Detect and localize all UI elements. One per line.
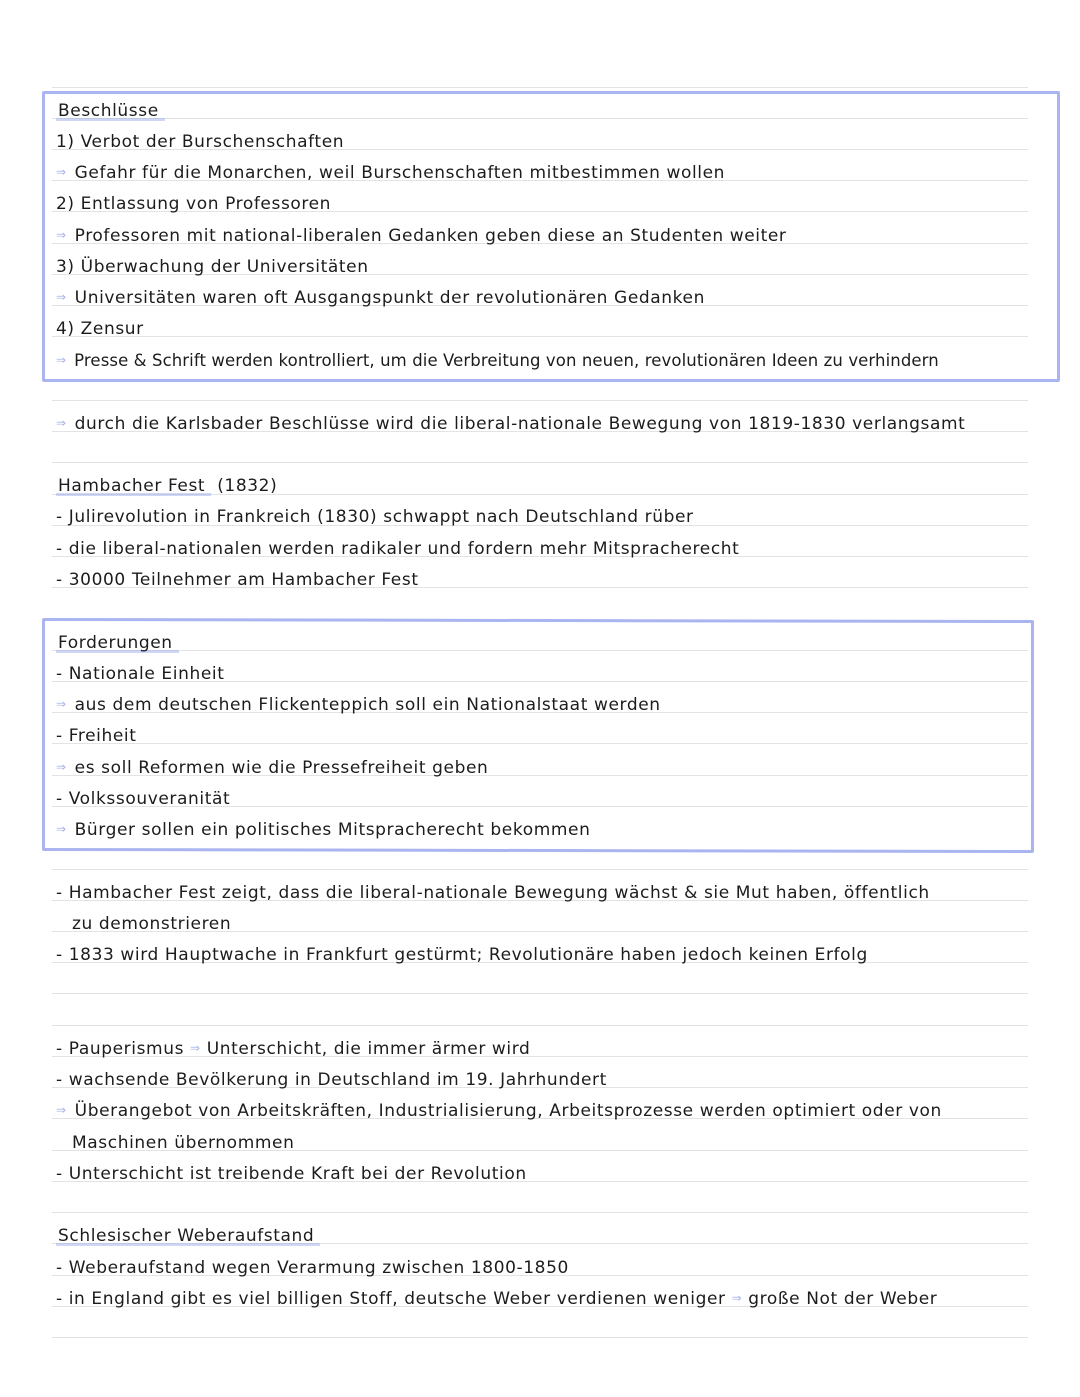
beschluesse-heading: Beschlüsse — [56, 96, 165, 127]
ruled-line — [52, 993, 1028, 994]
beschluss-2-note: ⇒ Professoren mit national-liberalen Gedanken geben diese an Studenten weiter — [56, 226, 787, 246]
pauperism-driver: - Unterschicht ist treibende Kraft bei der Revolution — [56, 1164, 527, 1184]
pauperism-growth: - wachsende Bevölkerung in Deutschland im 19. Jahrhundert — [56, 1070, 607, 1090]
weavers-heading: Schlesischer Weberaufstand — [56, 1221, 320, 1252]
beschluss-3-note: ⇒ Universitäten waren oft Ausgangspunkt der revolutionären Gedanken — [56, 288, 705, 308]
arrow-icon: ⇒ — [56, 760, 67, 774]
aftermath-line-cont: zu demonstrieren — [72, 914, 232, 934]
aftermath-line: - 1833 wird Hauptwache in Frankfurt gestürmt; Revolutionäre haben jedoch keinen Erfolg — [56, 945, 868, 965]
beschluss-4-note: ⇒ Presse & Schrift werden kontrolliert, um die Verbreitung von neuen, revolutionären Ideen zu verhindern — [56, 351, 939, 370]
pauperism-consequence-cont: Maschinen übernommen — [72, 1133, 295, 1153]
demand-2-note: ⇒ es soll Reformen wie die Pressefreiheit geben — [56, 758, 489, 778]
arrow-icon: ⇒ — [190, 1041, 201, 1055]
beschluss-2: 2) Entlassung von Professoren — [56, 194, 332, 214]
weavers-point: - in England gibt es viel billigen Stoff, deutsche Weber verdienen weniger ⇒ große Not der Weber — [56, 1289, 938, 1309]
arrow-icon: ⇒ — [56, 1103, 67, 1117]
demand-3-note: ⇒ Bürger sollen ein politisches Mitspracherecht bekommen — [56, 820, 591, 840]
ruled-line — [52, 87, 1028, 88]
ruled-line — [52, 462, 1028, 463]
weavers-point: - Weberaufstand wegen Verarmung zwischen 1800-1850 — [56, 1258, 569, 1278]
karlsbad-result: ⇒ durch die Karlsbader Beschlüsse wird die liberal-nationale Bewegung von 1819-1830 verlangsamt — [56, 414, 966, 434]
arrow-icon: ⇒ — [56, 228, 67, 242]
demand-1: - Nationale Einheit — [56, 664, 225, 684]
ruled-line — [52, 400, 1028, 401]
arrow-icon: ⇒ — [56, 290, 67, 304]
forderungen-heading: Forderungen — [56, 628, 179, 659]
ruled-line — [52, 1212, 1028, 1213]
demand-3: - Volkssouveranität — [56, 789, 231, 809]
arrow-icon: ⇒ — [731, 1291, 743, 1305]
pauperism-definition: - Pauperismus ⇒ Unterschicht, die immer ärmer wird — [56, 1039, 531, 1059]
arrow-icon: ⇒ — [56, 822, 67, 836]
beschluss-4: 4) Zensur — [56, 319, 144, 339]
arrow-icon: ⇒ — [56, 353, 67, 367]
hambach-point: - 30000 Teilnehmer am Hambacher Fest — [56, 570, 419, 590]
ruled-line — [52, 1337, 1028, 1338]
ruled-line — [52, 869, 1028, 870]
beschluss-3: 3) Überwachung der Universitäten — [56, 257, 369, 277]
arrow-icon: ⇒ — [56, 165, 67, 179]
beschluss-1-note: ⇒ Gefahr für die Monarchen, weil Burschenschaften mitbestimmen wollen — [56, 163, 726, 183]
hambach-heading: Hambacher Fest (1832) — [58, 476, 278, 496]
demand-1-note: ⇒ aus dem deutschen Flickenteppich soll ein Nationalstaat werden — [56, 695, 661, 715]
hambach-point: - Julirevolution in Frankreich (1830) schwappt nach Deutschland rüber — [56, 507, 694, 527]
aftermath-line: - Hambacher Fest zeigt, dass die liberal-nationale Bewegung wächst & sie Mut haben, öffentlich — [56, 883, 930, 903]
pauperism-consequence: ⇒ Überangebot von Arbeitskräften, Industrialisierung, Arbeitsprozesse werden optimiert oder von — [56, 1101, 942, 1121]
ruled-line — [52, 1025, 1028, 1026]
beschluss-1: 1) Verbot der Burschenschaften — [56, 132, 345, 152]
arrow-icon: ⇒ — [56, 697, 67, 711]
arrow-icon: ⇒ — [56, 416, 67, 430]
hambach-point: - die liberal-nationalen werden radikaler und fordern mehr Mitspracherecht — [56, 539, 740, 559]
demand-2: - Freiheit — [56, 726, 137, 746]
